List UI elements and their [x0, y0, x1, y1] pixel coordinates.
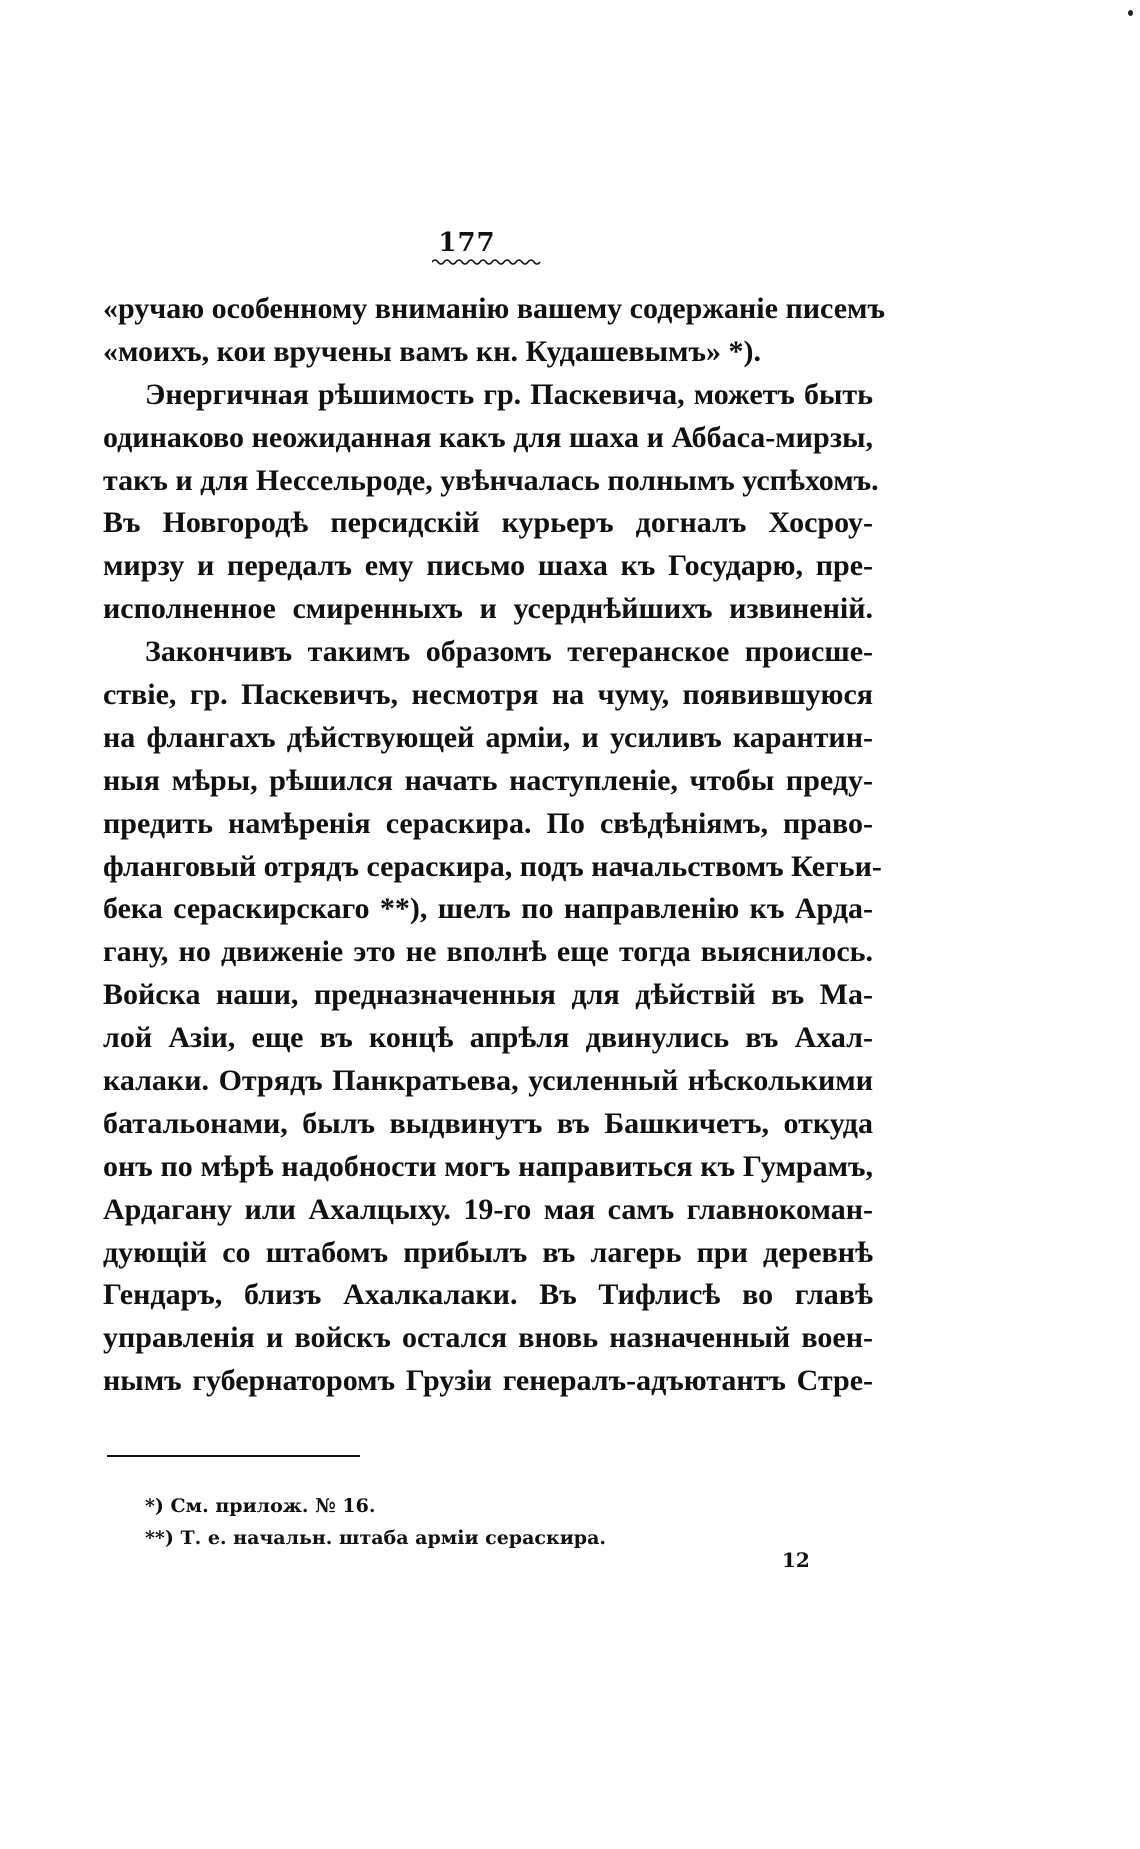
page-number-ornament — [432, 256, 542, 266]
text-line: бека сераскирскаго **), шелъ по направленію къ Арда- — [103, 892, 873, 926]
text-line: онъ по мѣрѣ надобности могъ направиться къ Гумрамъ, — [103, 1149, 873, 1183]
footnote-1: *) См. прилож. № 16. — [145, 1495, 376, 1517]
text-line: ныя мѣры, рѣшился начать наступленіе, чтобы преду- — [103, 763, 873, 797]
text-line: батальонами, былъ выдвинутъ въ Башкичетъ, откуда — [103, 1106, 873, 1140]
text-line: нымъ губернаторомъ Грузіи генералъ-адъютантъ Стре- — [103, 1364, 873, 1398]
text-line: лой Азіи, еще въ концѣ апрѣля двинулись въ Ахал- — [103, 1021, 873, 1055]
text-line: Гендаръ, близъ Ахалкалаки. Въ Тифлисѣ во главѣ — [103, 1278, 873, 1312]
scan-edge-speck — [1128, 10, 1133, 16]
text-line: «ручаю особенному вниманію вашему содержаніе писемъ — [103, 292, 885, 325]
footnote-rule — [107, 1455, 360, 1457]
footnotes — [145, 1490, 845, 1554]
text-line: Въ Новгородѣ персидскій курьеръ догналъ Хосроу- — [103, 506, 873, 540]
body-text — [103, 288, 885, 1403]
text-line: Войска наши, предназначенныя для дѣйствій въ Ма- — [103, 978, 873, 1012]
footnote-2: **) Т. е. начальн. штаба арміи сераскира. — [145, 1527, 607, 1549]
text-line: такъ и для Нессельроде, увѣнчалась полнымъ успѣхомъ. — [103, 463, 879, 497]
text-line: калаки. Отрядъ Панкратьева, усиленный нѣсколькими — [103, 1064, 873, 1098]
text-line: Энергичная рѣшимость гр. Паскевича, можетъ быть — [145, 377, 873, 411]
signature-mark: 12 — [782, 1548, 810, 1572]
text-line: предить намѣренія сераскира. По свѣдѣніямъ, право- — [103, 806, 873, 840]
text-line: дующій со штабомъ прибылъ въ лагерь при деревнѣ — [103, 1235, 873, 1269]
text-line: Ардагану или Ахалцыху. 19-го мая самъ главнокоман- — [103, 1192, 873, 1226]
text-line: мирзу и передалъ ему письмо шаха къ Государю, пре- — [103, 549, 873, 583]
text-line: гану, но движеніе это не вполнѣ еще тогда выяснилось. — [103, 935, 873, 969]
text-line: «моихъ, кои вручены вамъ кн. Кудашевымъ» *). — [103, 334, 761, 368]
text-line: на флангахъ дѣйствующей арміи, и усиливъ карантин- — [103, 720, 873, 754]
text-line: Закончивъ такимъ образомъ тегеранское происше- — [145, 635, 873, 669]
text-line: исполненное смиренныхъ и усерднѣйшихъ извиненій. — [103, 592, 873, 626]
page-number: 177 — [438, 228, 496, 258]
text-line: фланговый отрядъ сераскира, подъ начальствомъ Кегьи- — [103, 849, 882, 883]
text-line: одинаково неожиданная какъ для шаха и Аббаса-мирзы, — [103, 420, 873, 454]
text-line: управленія и войскъ остался вновь назначенный воен- — [103, 1321, 873, 1355]
text-line: ствіе, гр. Паскевичъ, несмотря на чуму, появившуюся — [103, 678, 873, 712]
